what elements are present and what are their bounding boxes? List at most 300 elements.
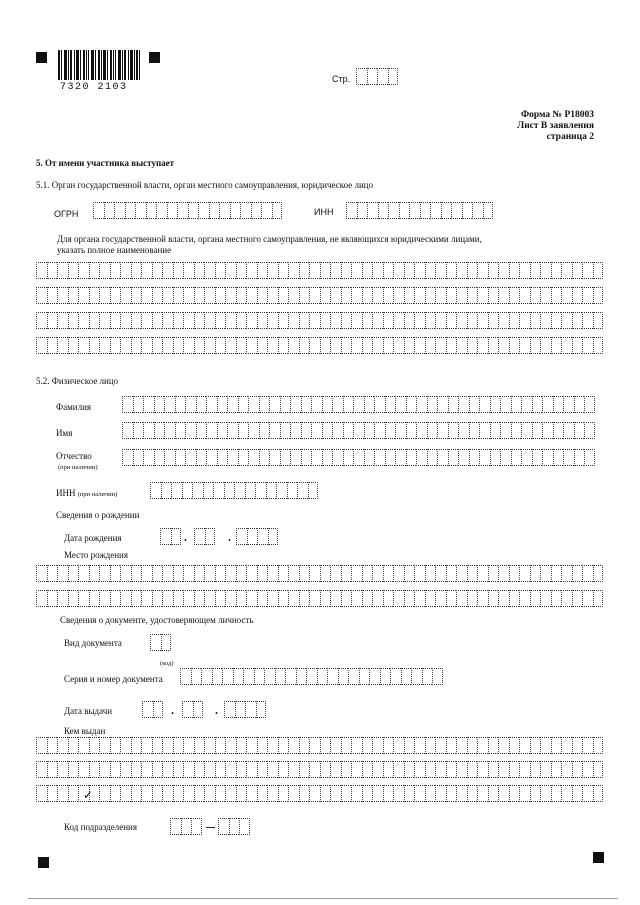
char-cell[interactable] xyxy=(110,337,121,354)
char-cell[interactable] xyxy=(219,202,230,219)
char-cell[interactable] xyxy=(357,202,368,219)
char-cell[interactable] xyxy=(204,785,215,802)
char-cell[interactable] xyxy=(248,396,259,413)
char-cell[interactable] xyxy=(385,422,396,439)
char-cell[interactable] xyxy=(299,287,310,304)
char-cell[interactable] xyxy=(416,422,427,439)
char-cell[interactable] xyxy=(511,396,522,413)
char-cell[interactable] xyxy=(343,396,354,413)
char-cell[interactable] xyxy=(341,785,352,802)
char-cell[interactable] xyxy=(301,449,312,466)
char-cell[interactable] xyxy=(99,761,110,778)
char-cell[interactable] xyxy=(290,449,301,466)
char-cell[interactable] xyxy=(57,262,68,279)
char-cell[interactable] xyxy=(246,590,257,607)
char-cell[interactable] xyxy=(456,312,467,329)
char-cell[interactable] xyxy=(446,761,457,778)
char-cell[interactable] xyxy=(261,202,272,219)
char-cell[interactable] xyxy=(246,737,257,754)
char-cell[interactable] xyxy=(372,287,383,304)
char-cell[interactable] xyxy=(267,785,278,802)
char-cell[interactable] xyxy=(239,818,250,835)
char-cell[interactable] xyxy=(225,785,236,802)
char-cell[interactable] xyxy=(582,262,593,279)
char-cell[interactable] xyxy=(498,761,509,778)
char-cell[interactable] xyxy=(215,785,226,802)
char-cell[interactable] xyxy=(362,287,373,304)
char-cell[interactable] xyxy=(385,396,396,413)
char-cell[interactable] xyxy=(393,590,404,607)
char-cell[interactable] xyxy=(257,312,268,329)
char-cell[interactable] xyxy=(372,737,383,754)
char-cell[interactable] xyxy=(238,422,249,439)
char-cell[interactable] xyxy=(498,590,509,607)
char-cell[interactable] xyxy=(89,565,100,582)
char-cell[interactable] xyxy=(399,202,410,219)
char-cell[interactable] xyxy=(206,449,217,466)
char-cell[interactable] xyxy=(390,668,401,685)
char-cell[interactable] xyxy=(225,761,236,778)
char-cell[interactable] xyxy=(173,761,184,778)
char-cell[interactable] xyxy=(193,701,204,718)
char-cell[interactable] xyxy=(288,737,299,754)
char-cell[interactable] xyxy=(162,785,173,802)
char-cell[interactable] xyxy=(341,590,352,607)
char-cell[interactable] xyxy=(276,482,287,499)
char-cell[interactable] xyxy=(120,590,131,607)
char-cell[interactable] xyxy=(330,761,341,778)
char-cell[interactable] xyxy=(215,337,226,354)
char-cell[interactable] xyxy=(245,482,256,499)
char-cell[interactable] xyxy=(498,312,509,329)
char-cell[interactable] xyxy=(372,337,383,354)
char-cell[interactable] xyxy=(425,590,436,607)
char-cell[interactable] xyxy=(243,668,254,685)
char-cell[interactable] xyxy=(530,287,541,304)
char-cell[interactable] xyxy=(236,528,247,545)
char-cell[interactable] xyxy=(395,422,406,439)
char-cell[interactable] xyxy=(561,761,572,778)
char-cell[interactable] xyxy=(509,312,520,329)
birth-year-field[interactable] xyxy=(236,528,278,545)
char-cell[interactable] xyxy=(584,422,595,439)
person-inn-field[interactable] xyxy=(150,482,318,499)
char-cell[interactable] xyxy=(437,449,448,466)
char-cell[interactable] xyxy=(218,818,229,835)
char-cell[interactable] xyxy=(320,312,331,329)
char-cell[interactable] xyxy=(498,262,509,279)
char-cell[interactable] xyxy=(479,396,490,413)
char-cell[interactable] xyxy=(320,761,331,778)
char-cell[interactable] xyxy=(353,449,364,466)
char-cell[interactable] xyxy=(488,312,499,329)
char-cell[interactable] xyxy=(272,202,283,219)
char-cell[interactable] xyxy=(203,482,214,499)
char-cell[interactable] xyxy=(164,449,175,466)
char-cell[interactable] xyxy=(57,312,68,329)
char-cell[interactable] xyxy=(469,422,480,439)
char-cell[interactable] xyxy=(238,396,249,413)
char-cell[interactable] xyxy=(259,422,270,439)
char-cell[interactable] xyxy=(152,337,163,354)
char-cell[interactable] xyxy=(173,565,184,582)
char-cell[interactable] xyxy=(330,262,341,279)
char-cell[interactable] xyxy=(456,590,467,607)
char-cell[interactable] xyxy=(264,668,275,685)
char-cell[interactable] xyxy=(374,422,385,439)
char-cell[interactable] xyxy=(235,701,246,718)
char-cell[interactable] xyxy=(224,482,235,499)
char-cell[interactable] xyxy=(299,761,310,778)
char-cell[interactable] xyxy=(183,737,194,754)
char-cell[interactable] xyxy=(36,312,47,329)
char-cell[interactable] xyxy=(299,337,310,354)
char-cell[interactable] xyxy=(131,737,142,754)
char-cell[interactable] xyxy=(551,262,562,279)
char-cell[interactable] xyxy=(511,422,522,439)
char-cell[interactable] xyxy=(257,287,268,304)
char-cell[interactable] xyxy=(479,422,490,439)
char-cell[interactable] xyxy=(183,565,194,582)
char-cell[interactable] xyxy=(236,785,247,802)
char-cell[interactable] xyxy=(99,590,110,607)
char-cell[interactable] xyxy=(47,590,58,607)
char-cell[interactable] xyxy=(519,337,530,354)
char-cell[interactable] xyxy=(246,337,257,354)
char-cell[interactable] xyxy=(393,312,404,329)
char-cell[interactable] xyxy=(582,785,593,802)
char-cell[interactable] xyxy=(162,287,173,304)
char-cell[interactable] xyxy=(183,337,194,354)
char-cell[interactable] xyxy=(215,590,226,607)
char-cell[interactable] xyxy=(351,761,362,778)
char-cell[interactable] xyxy=(427,449,438,466)
char-cell[interactable] xyxy=(36,785,47,802)
char-cell[interactable] xyxy=(422,668,433,685)
char-cell[interactable] xyxy=(364,396,375,413)
patronymic-field[interactable] xyxy=(122,449,595,466)
char-cell[interactable] xyxy=(572,312,583,329)
ogrn-field[interactable] xyxy=(93,202,282,219)
char-cell[interactable] xyxy=(135,202,146,219)
char-cell[interactable] xyxy=(432,668,443,685)
char-cell[interactable] xyxy=(194,312,205,329)
char-cell[interactable] xyxy=(582,312,593,329)
char-cell[interactable] xyxy=(483,202,494,219)
char-cell[interactable] xyxy=(320,590,331,607)
char-cell[interactable] xyxy=(267,737,278,754)
char-cell[interactable] xyxy=(110,785,121,802)
char-cell[interactable] xyxy=(267,337,278,354)
char-cell[interactable] xyxy=(519,590,530,607)
char-cell[interactable] xyxy=(154,449,165,466)
char-cell[interactable] xyxy=(498,337,509,354)
char-cell[interactable] xyxy=(582,287,593,304)
char-cell[interactable] xyxy=(446,590,457,607)
char-cell[interactable] xyxy=(477,761,488,778)
char-cell[interactable] xyxy=(572,737,583,754)
char-cell[interactable] xyxy=(246,262,257,279)
char-cell[interactable] xyxy=(369,668,380,685)
char-cell[interactable] xyxy=(477,312,488,329)
issue-month-field[interactable] xyxy=(182,701,203,718)
char-cell[interactable] xyxy=(246,785,257,802)
char-cell[interactable] xyxy=(278,312,289,329)
char-cell[interactable] xyxy=(551,761,562,778)
char-cell[interactable] xyxy=(395,449,406,466)
char-cell[interactable] xyxy=(152,565,163,582)
char-cell[interactable] xyxy=(467,337,478,354)
char-cell[interactable] xyxy=(393,337,404,354)
char-cell[interactable] xyxy=(131,785,142,802)
char-cell[interactable] xyxy=(191,818,202,835)
char-cell[interactable] xyxy=(593,312,604,329)
char-cell[interactable] xyxy=(194,761,205,778)
char-cell[interactable] xyxy=(57,337,68,354)
char-cell[interactable] xyxy=(330,737,341,754)
char-cell[interactable] xyxy=(233,668,244,685)
char-cell[interactable] xyxy=(385,449,396,466)
char-cell[interactable] xyxy=(89,337,100,354)
char-cell[interactable] xyxy=(456,785,467,802)
char-cell[interactable] xyxy=(341,312,352,329)
char-cell[interactable] xyxy=(435,590,446,607)
char-cell[interactable] xyxy=(330,590,341,607)
char-cell[interactable] xyxy=(57,565,68,582)
char-cell[interactable] xyxy=(542,422,553,439)
issued-by-field-row-2[interactable] xyxy=(36,761,603,778)
char-cell[interactable] xyxy=(288,262,299,279)
char-cell[interactable] xyxy=(467,565,478,582)
char-cell[interactable] xyxy=(110,565,121,582)
char-cell[interactable] xyxy=(509,785,520,802)
char-cell[interactable] xyxy=(99,312,110,329)
char-cell[interactable] xyxy=(425,312,436,329)
char-cell[interactable] xyxy=(416,449,427,466)
char-cell[interactable] xyxy=(120,737,131,754)
doc-type-field[interactable] xyxy=(150,634,171,651)
char-cell[interactable] xyxy=(446,785,457,802)
char-cell[interactable] xyxy=(367,202,378,219)
char-cell[interactable] xyxy=(320,565,331,582)
char-cell[interactable] xyxy=(332,422,343,439)
char-cell[interactable] xyxy=(435,737,446,754)
char-cell[interactable] xyxy=(213,482,224,499)
char-cell[interactable] xyxy=(542,449,553,466)
char-cell[interactable] xyxy=(530,737,541,754)
char-cell[interactable] xyxy=(309,312,320,329)
char-cell[interactable] xyxy=(311,396,322,413)
char-cell[interactable] xyxy=(236,737,247,754)
char-cell[interactable] xyxy=(104,202,115,219)
char-cell[interactable] xyxy=(204,565,215,582)
char-cell[interactable] xyxy=(198,202,209,219)
char-cell[interactable] xyxy=(120,262,131,279)
char-cell[interactable] xyxy=(110,312,121,329)
char-cell[interactable] xyxy=(593,337,604,354)
char-cell[interactable] xyxy=(372,590,383,607)
char-cell[interactable] xyxy=(456,565,467,582)
char-cell[interactable] xyxy=(162,262,173,279)
char-cell[interactable] xyxy=(572,565,583,582)
char-cell[interactable] xyxy=(404,737,415,754)
char-cell[interactable] xyxy=(374,396,385,413)
char-cell[interactable] xyxy=(351,337,362,354)
char-cell[interactable] xyxy=(498,287,509,304)
char-cell[interactable] xyxy=(448,396,459,413)
char-cell[interactable] xyxy=(572,785,583,802)
char-cell[interactable] xyxy=(275,668,286,685)
char-cell[interactable] xyxy=(404,287,415,304)
char-cell[interactable] xyxy=(322,396,333,413)
char-cell[interactable] xyxy=(574,422,585,439)
char-cell[interactable] xyxy=(133,422,144,439)
char-cell[interactable] xyxy=(225,590,236,607)
birth-place-field-row-2[interactable] xyxy=(36,590,603,607)
char-cell[interactable] xyxy=(378,202,389,219)
char-cell[interactable] xyxy=(320,287,331,304)
char-cell[interactable] xyxy=(509,337,520,354)
char-cell[interactable] xyxy=(509,565,520,582)
char-cell[interactable] xyxy=(488,337,499,354)
char-cell[interactable] xyxy=(414,262,425,279)
char-cell[interactable] xyxy=(306,668,317,685)
char-cell[interactable] xyxy=(269,396,280,413)
char-cell[interactable] xyxy=(301,422,312,439)
char-cell[interactable] xyxy=(551,287,562,304)
char-cell[interactable] xyxy=(540,785,551,802)
char-cell[interactable] xyxy=(192,482,203,499)
doc-series-field[interactable] xyxy=(180,668,443,685)
char-cell[interactable] xyxy=(561,262,572,279)
char-cell[interactable] xyxy=(152,287,163,304)
char-cell[interactable] xyxy=(99,737,110,754)
char-cell[interactable] xyxy=(435,287,446,304)
char-cell[interactable] xyxy=(311,422,322,439)
char-cell[interactable] xyxy=(78,761,89,778)
char-cell[interactable] xyxy=(180,668,191,685)
char-cell[interactable] xyxy=(553,449,564,466)
char-cell[interactable] xyxy=(290,396,301,413)
char-cell[interactable] xyxy=(175,396,186,413)
char-cell[interactable] xyxy=(364,449,375,466)
char-cell[interactable] xyxy=(451,202,462,219)
char-cell[interactable] xyxy=(395,396,406,413)
surname-field[interactable] xyxy=(122,396,595,413)
char-cell[interactable] xyxy=(563,449,574,466)
char-cell[interactable] xyxy=(131,337,142,354)
char-cell[interactable] xyxy=(183,590,194,607)
char-cell[interactable] xyxy=(351,737,362,754)
char-cell[interactable] xyxy=(377,68,388,85)
char-cell[interactable] xyxy=(425,785,436,802)
char-cell[interactable] xyxy=(380,668,391,685)
char-cell[interactable] xyxy=(164,396,175,413)
char-cell[interactable] xyxy=(458,422,469,439)
char-cell[interactable] xyxy=(467,761,478,778)
char-cell[interactable] xyxy=(574,396,585,413)
char-cell[interactable] xyxy=(162,737,173,754)
char-cell[interactable] xyxy=(217,422,228,439)
char-cell[interactable] xyxy=(68,262,79,279)
char-cell[interactable] xyxy=(173,590,184,607)
char-cell[interactable] xyxy=(372,262,383,279)
char-cell[interactable] xyxy=(553,422,564,439)
char-cell[interactable] xyxy=(215,262,226,279)
char-cell[interactable] xyxy=(185,396,196,413)
char-cell[interactable] xyxy=(47,785,58,802)
char-cell[interactable] xyxy=(572,590,583,607)
char-cell[interactable] xyxy=(362,737,373,754)
char-cell[interactable] xyxy=(309,761,320,778)
char-cell[interactable] xyxy=(170,818,181,835)
char-cell[interactable] xyxy=(110,761,121,778)
char-cell[interactable] xyxy=(164,422,175,439)
char-cell[interactable] xyxy=(215,761,226,778)
char-cell[interactable] xyxy=(490,449,501,466)
char-cell[interactable] xyxy=(446,737,457,754)
char-cell[interactable] xyxy=(467,785,478,802)
char-cell[interactable] xyxy=(404,262,415,279)
char-cell[interactable] xyxy=(194,785,205,802)
char-cell[interactable] xyxy=(477,287,488,304)
char-cell[interactable] xyxy=(222,668,233,685)
char-cell[interactable] xyxy=(467,737,478,754)
char-cell[interactable] xyxy=(278,287,289,304)
char-cell[interactable] xyxy=(236,262,247,279)
name-field[interactable] xyxy=(122,422,595,439)
char-cell[interactable] xyxy=(488,590,499,607)
birth-day-field[interactable] xyxy=(160,528,181,545)
issued-by-field-row-3[interactable] xyxy=(36,785,603,802)
char-cell[interactable] xyxy=(254,668,265,685)
char-cell[interactable] xyxy=(572,287,583,304)
char-cell[interactable] xyxy=(540,761,551,778)
char-cell[interactable] xyxy=(68,337,79,354)
char-cell[interactable] xyxy=(99,262,110,279)
char-cell[interactable] xyxy=(267,262,278,279)
char-cell[interactable] xyxy=(141,287,152,304)
char-cell[interactable] xyxy=(196,396,207,413)
char-cell[interactable] xyxy=(257,737,268,754)
char-cell[interactable] xyxy=(141,337,152,354)
char-cell[interactable] xyxy=(414,565,425,582)
char-cell[interactable] xyxy=(593,287,604,304)
char-cell[interactable] xyxy=(582,590,593,607)
char-cell[interactable] xyxy=(435,565,446,582)
char-cell[interactable] xyxy=(582,737,593,754)
char-cell[interactable] xyxy=(406,396,417,413)
char-cell[interactable] xyxy=(467,312,478,329)
char-cell[interactable] xyxy=(177,202,188,219)
char-cell[interactable] xyxy=(183,761,194,778)
char-cell[interactable] xyxy=(204,262,215,279)
char-cell[interactable] xyxy=(133,449,144,466)
char-cell[interactable] xyxy=(404,590,415,607)
char-cell[interactable] xyxy=(353,396,364,413)
char-cell[interactable] xyxy=(540,262,551,279)
char-cell[interactable] xyxy=(215,565,226,582)
char-cell[interactable] xyxy=(456,262,467,279)
char-cell[interactable] xyxy=(278,262,289,279)
char-cell[interactable] xyxy=(246,312,257,329)
page-number-field[interactable] xyxy=(356,68,398,85)
char-cell[interactable] xyxy=(278,337,289,354)
char-cell[interactable] xyxy=(196,422,207,439)
char-cell[interactable] xyxy=(234,482,245,499)
char-cell[interactable] xyxy=(141,785,152,802)
char-cell[interactable] xyxy=(120,287,131,304)
